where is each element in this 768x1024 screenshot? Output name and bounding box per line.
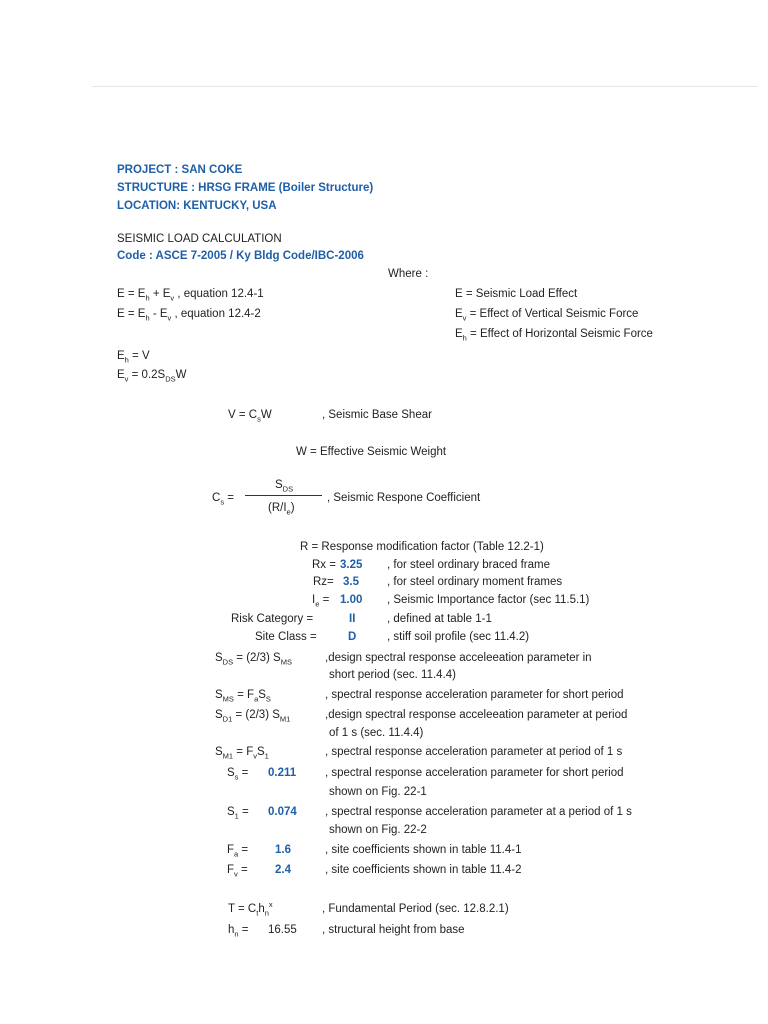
- base-shear-equation: $V = C_sW$: [228, 409, 272, 424]
- where-label: Where :: [388, 268, 429, 280]
- site-class-label: Site Class =: [255, 631, 317, 643]
- s1-value: 0.074: [268, 806, 297, 818]
- fa-desc: , site coefficients shown in table 11.4-1: [325, 844, 522, 856]
- fa-label: $F_a$ =: [227, 844, 249, 859]
- rx-value: 3.25: [340, 559, 363, 571]
- base-shear-desc: , Seismic Base Shear: [322, 409, 432, 421]
- fv-label: $F_v$ =: [227, 864, 248, 879]
- def-ev: $E_v$ = Effect of Vertical Seismic Force: [455, 308, 639, 323]
- risk-category-label: Risk Category =: [231, 613, 314, 625]
- sds-desc-1: ,design spectral response acceleeation parameter in: [325, 652, 592, 664]
- sd1-desc-2: of 1 s (sec. 11.4.4): [329, 727, 424, 739]
- ss-label: $S_s$ =: [227, 767, 249, 782]
- code-line: Code : ASCE 7-2005 / Ky Bldg Code/IBC-2006: [117, 250, 364, 262]
- def-e: E = Seismic Load Effect: [455, 288, 578, 300]
- ss-value: 0.211: [268, 767, 297, 779]
- def-eh: $E_h$ = Effect of Horizontal Seismic Force: [455, 328, 653, 343]
- sds-desc-2: short period (sec. 11.4.4): [329, 669, 456, 681]
- sd1-equation: $S_{D1} = (2/3)$ $S_{M1}$: [215, 709, 291, 724]
- period-desc: , Fundamental Period (sec. 12.8.2.1): [322, 903, 509, 915]
- ie-desc: , Seismic Importance factor (sec 11.5.1): [387, 594, 590, 606]
- s1-desc-2: shown on Fig. 22-2: [329, 824, 427, 836]
- cs-denominator: $(R/I_e)$: [268, 502, 295, 517]
- cs-desc: , Seismic Respone Coefficient: [327, 492, 481, 504]
- risk-category-desc: , defined at table 1-1: [387, 613, 492, 625]
- rz-value: 3.5: [343, 576, 359, 588]
- site-class-desc: , stiff soil profile (sec 11.4.2): [387, 631, 530, 643]
- ss-desc-1: , spectral response acceleration parameter for short period: [325, 767, 624, 779]
- fv-value: 2.4: [275, 864, 291, 876]
- s1-label: $S_1$ =: [227, 806, 249, 821]
- sm1-equation: $S_{M1} = F_vS_1$: [215, 746, 269, 761]
- period-equation: $T = C_th_n^x$: [228, 900, 273, 918]
- risk-category-value: II: [349, 613, 356, 625]
- rx-desc: , for steel ordinary braced frame: [387, 559, 550, 571]
- equation-12-4-1: $E = E_h + E_v$ , equation 12.4-1: [117, 288, 264, 303]
- eh-equals-v: $E_h = V$: [117, 350, 150, 365]
- cs-numerator: $S_{DS}$: [275, 479, 294, 494]
- fa-value: 1.6: [275, 844, 291, 856]
- sd1-desc-1: ,design spectral response acceleeation parameter at period: [325, 709, 628, 721]
- location-line: LOCATION: KENTUCKY, USA: [117, 200, 277, 212]
- fv-desc: , site coefficients shown in table 11.4-2: [325, 864, 522, 876]
- s1-desc-1: , spectral response acceleration parameter at a period of 1 s: [325, 806, 632, 818]
- ev-equation: $E_v = 0.2S_{DS}W$: [117, 369, 187, 384]
- sm1-desc: , spectral response acceleration parameter at period of 1 s: [325, 746, 623, 758]
- structure-line: STRUCTURE : HRSG FRAME (Boiler Structure): [117, 182, 374, 194]
- section-title: SEISMIC LOAD CALCULATION: [117, 233, 282, 245]
- ie-label: $I_e$ =: [312, 594, 330, 609]
- sms-desc: , spectral response acceleration parameter for short period: [325, 689, 624, 701]
- equation-12-4-2: $E = E_h - E_v$ , equation 12.4-2: [117, 308, 261, 323]
- rz-label: Rz=: [313, 576, 334, 588]
- hn-label: $h_n$ =: [228, 924, 249, 939]
- top-divider: [92, 86, 758, 87]
- project-line: PROJECT : SAN COKE: [117, 164, 243, 176]
- ie-value: 1.00: [340, 594, 363, 606]
- hn-value: 16.55: [268, 924, 297, 936]
- sms-equation: $S_{MS} = F_aS_S$: [215, 689, 271, 704]
- sds-equation: $S_{DS} = (2/3)$ $S_{MS}$: [215, 652, 292, 667]
- site-class-value: D: [348, 631, 357, 643]
- rz-desc: , for steel ordinary moment frames: [387, 576, 563, 588]
- r-definition: R = Response modification factor (Table 12.2-1): [300, 541, 544, 553]
- weight-definition: W = Effective Seismic Weight: [296, 446, 447, 458]
- fraction-line: [245, 495, 322, 496]
- ss-desc-2: shown on Fig. 22-1: [329, 786, 427, 798]
- hn-desc: , structural height from base: [322, 924, 465, 936]
- cs-lhs: $C_s$ =: [212, 492, 234, 507]
- rx-label: Rx =: [312, 559, 336, 571]
